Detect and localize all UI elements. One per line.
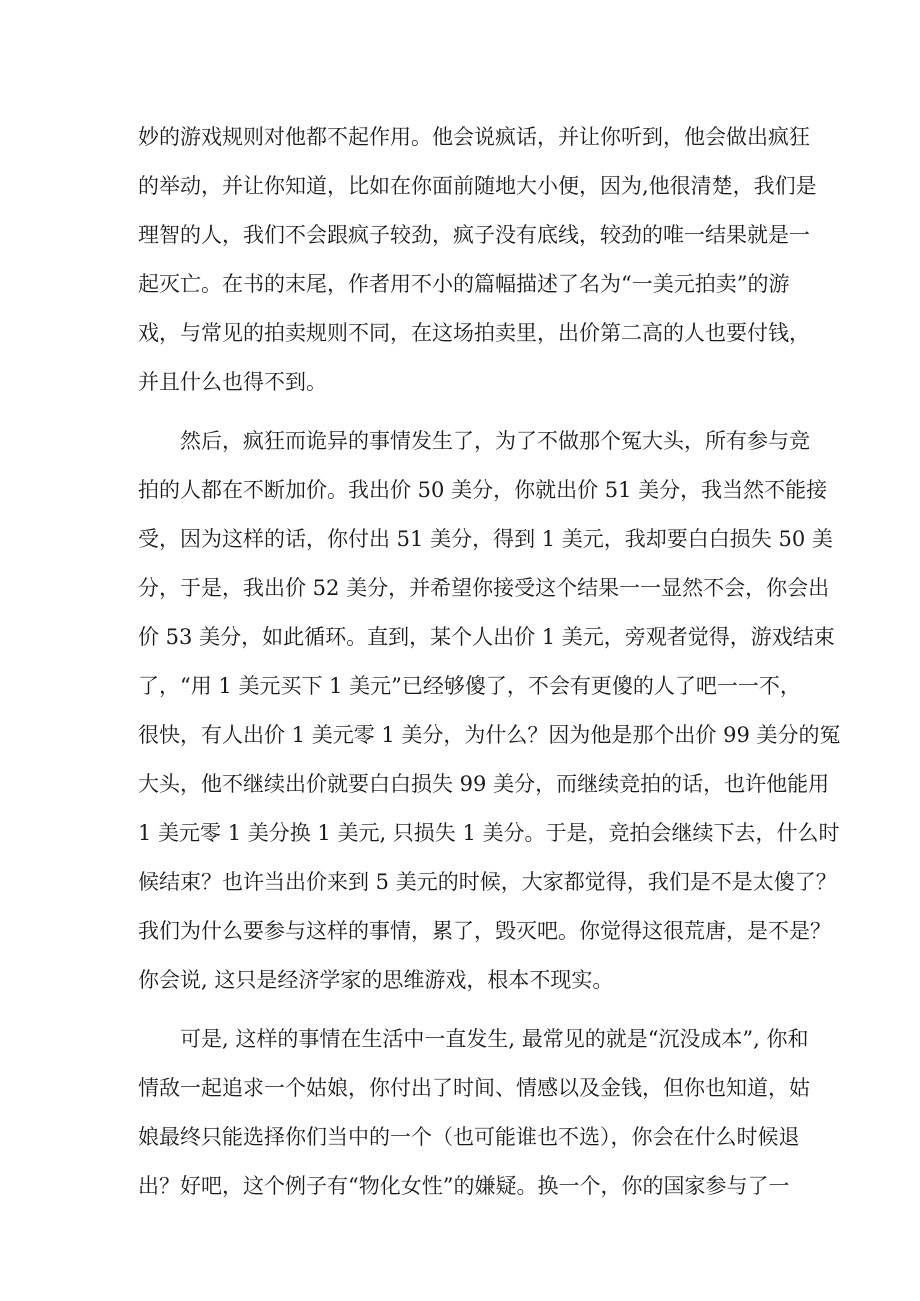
text-line: 了，“用 1 美元买下 1 美元”已经够傻了，不会有更傻的人了吧一一不， <box>138 674 801 698</box>
paragraph <box>138 113 817 407</box>
text-line: 拍的人都在不断加价。我出价 50 美分，你就出价 51 美分，我当然不能接 <box>138 478 828 502</box>
text-line: 起灭亡。在书的末尾，作者用不小的篇幅描述了名为“一美元拍卖”的游 <box>138 272 790 296</box>
text-line: 价 53 美分，如此循环。直到，某个人出价 1 美元，旁观者觉得，游戏结束 <box>138 625 835 649</box>
text-line: 理智的人，我们不会跟疯子较劲，疯子没有底线，较劲的唯一结果就是一 <box>138 223 810 247</box>
text-line: 妙的游戏规则对他都不起作用。他会说疯话，并让你听到，他会做出疯狂 <box>138 125 810 149</box>
text-line: 很快，有人出价 1 美元零 1 美分，为什么？因为他是那个出价 99 美分的冤 <box>138 723 841 747</box>
text-line: 受，因为这样的话，你付出 51 美分，得到 1 美元，我却要白白损失 50 美 <box>138 527 833 551</box>
text-line: 的举动，并让你知道，比如在你面前随地大小便，因为,他很清楚，我们是 <box>138 174 817 198</box>
text-line: 1 美元零 1 美分换 1 美元, 只损失 1 美分。于是，竞拍会继续下去，什么时 <box>138 821 840 845</box>
text-line: 可是, 这样的事情在生活中一直发生, 最常见的就是“沉没成本”, 你和 <box>138 1027 809 1051</box>
body-text <box>138 113 841 1211</box>
text-line: 然后，疯狂而诡异的事情发生了，为了不做那个冤大头，所有参与竞 <box>138 429 810 453</box>
text-line: 出？好吧，这个例子有“物化女性”的嫌疑。换一个，你的国家参与了一 <box>138 1174 790 1198</box>
paragraph-spacer <box>138 1005 798 1015</box>
paragraph <box>138 1015 810 1211</box>
text-line: 候结束？也许当出价来到 5 美元的时候，大家都觉得，我们是不是太傻了？ <box>138 870 837 894</box>
text-line: 大头，他不继续出价就要白白损失 99 美分，而继续竞拍的话，也许他能用 <box>138 772 830 796</box>
text-line: 娘最终只能选择你们当中的一个（也可能谁也不选），你会在什么时候退 <box>138 1125 800 1149</box>
text-line: 情敌一起追求一个姑娘，你付出了时间、情感以及金钱，但你也知道，姑 <box>138 1076 810 1100</box>
text-line: 并且什么也得不到。 <box>138 370 327 394</box>
text-line: 分，于是，我出价 52 美分，并希望你接受这个结果一一显然不会，你会出 <box>138 576 830 600</box>
text-line: 我们为什么要参与这样的事情，累了，毁灭吧。你觉得这很荒唐，是不是？ <box>138 919 831 943</box>
paragraph-spacer <box>138 407 798 417</box>
paragraph <box>138 417 841 1005</box>
text-line: 戏，与常见的拍卖规则不同，在这场拍卖里，出价第二高的人也要付钱， <box>138 321 810 345</box>
text-line: 你会说, 这只是经济学家的思维游戏，根本不现实。 <box>138 968 614 992</box>
